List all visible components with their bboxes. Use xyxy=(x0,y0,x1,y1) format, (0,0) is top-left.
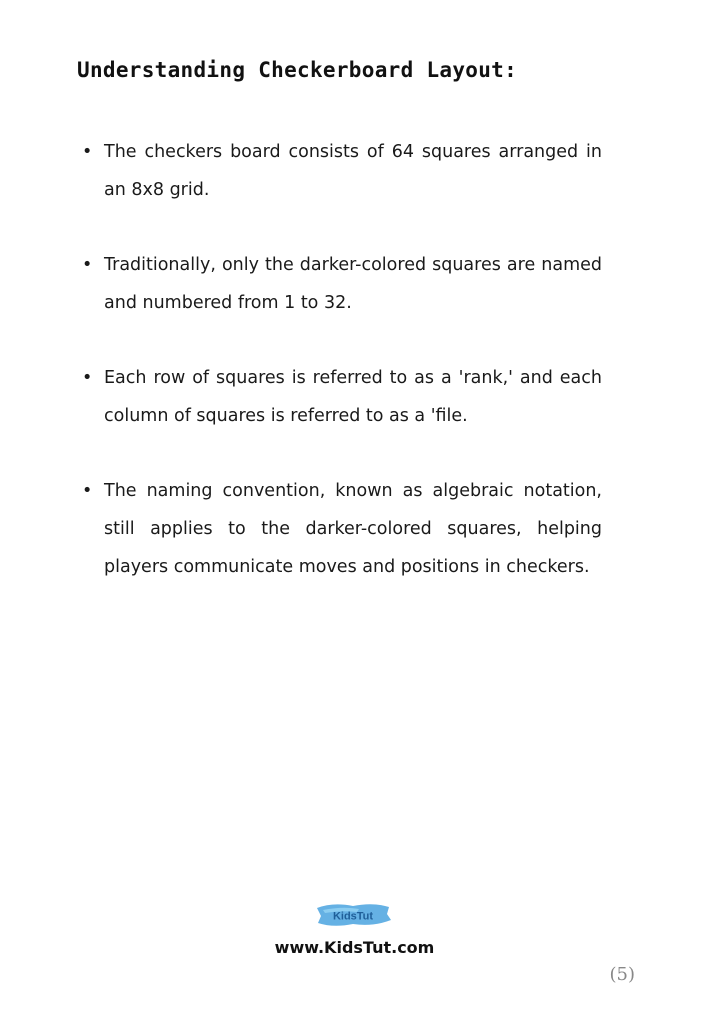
footer-url: www.KidsTut.com xyxy=(274,938,435,957)
list-item-text: Each row of squares is referred to as a 'rank,' and each column of squares is referred to as a 'file. xyxy=(104,368,602,426)
bullet-list xyxy=(80,133,602,623)
bullet-marker: • xyxy=(82,255,93,275)
list-item-text: Traditionally, only the darker-colored squares are named and numbered from 1 to 32. xyxy=(104,255,602,313)
bullet-marker: • xyxy=(82,368,93,388)
list-item-text: The naming convention, known as algebraic notation, still applies to the darker-colored squares, helping players communicate moves and positions in checkers. xyxy=(104,481,602,577)
list-item-text: The checkers board consists of 64 squares arranged in an 8x8 grid. xyxy=(104,142,602,200)
bullet-marker: • xyxy=(82,481,93,501)
page-title: Understanding Checkerboard Layout: xyxy=(77,58,518,82)
logo-text: KidsTut xyxy=(332,910,374,923)
list-item xyxy=(80,359,602,435)
bullet-marker: • xyxy=(82,142,93,162)
kidstut-logo-icon xyxy=(313,900,393,932)
list-item xyxy=(80,472,602,586)
list-item xyxy=(80,133,602,209)
page-number: (5) xyxy=(609,964,635,985)
list-item xyxy=(80,246,602,322)
